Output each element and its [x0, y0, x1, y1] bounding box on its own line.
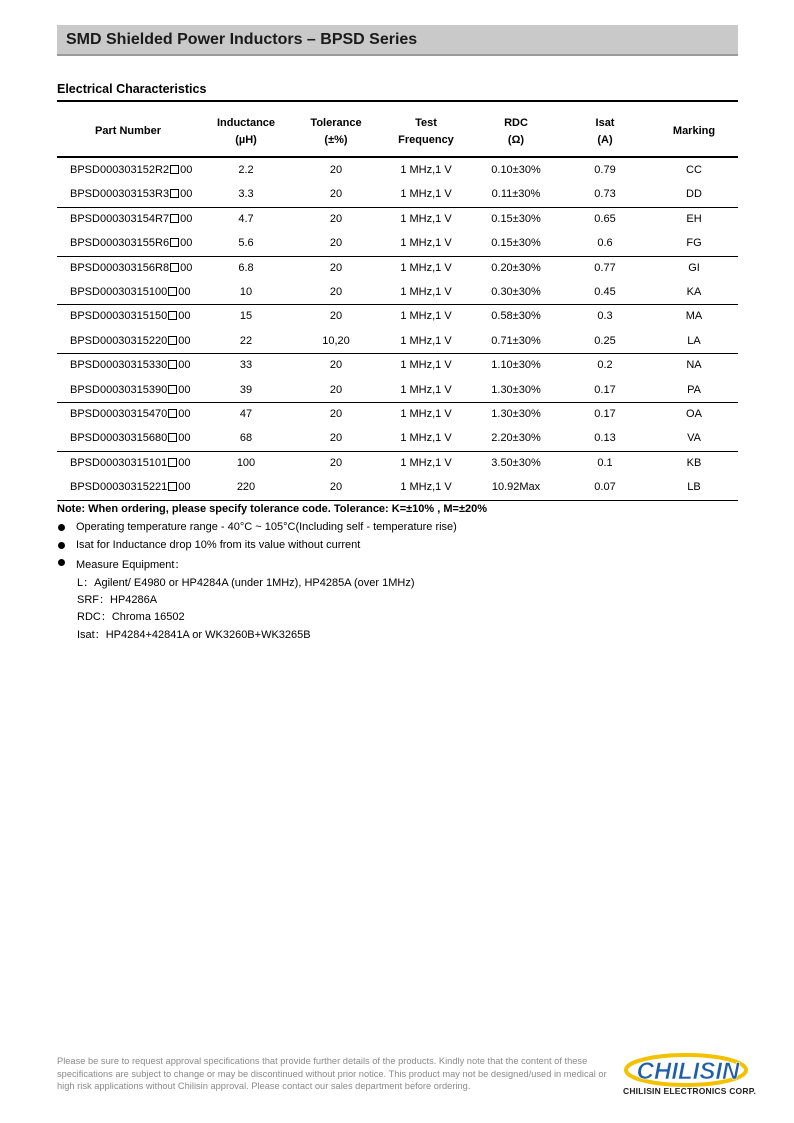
column-header-line: Part Number [94, 125, 162, 137]
tolerance-code-box-icon [168, 287, 177, 296]
cell-rdc: 0.15±30% [491, 212, 541, 225]
cell-inductance: 39 [239, 383, 253, 396]
part-number-suffix: 00 [178, 408, 191, 420]
part-number-suffix: 00 [180, 188, 193, 201]
cell-isat: 0.13 [594, 432, 616, 445]
logo-wordmark: CHILISIN [636, 1058, 740, 1085]
cell-frequency: 1 MHz,1 V [400, 237, 452, 250]
header-rule [57, 156, 738, 158]
equipment-line: SRF：HP4286A [77, 594, 158, 606]
section-title: Electrical Characteristics [57, 82, 207, 96]
tolerance-code-box-icon [168, 409, 177, 418]
cell-frequency: 1 MHz,1 V [400, 383, 452, 396]
tolerance-code-box-icon [170, 263, 179, 272]
part-number-prefix: BPSD00030315470 [70, 408, 168, 420]
tolerance-code-box-icon [168, 311, 177, 320]
cell-marking: LA [687, 334, 701, 347]
cell-marking: LB [687, 481, 701, 494]
cell-isat: 0.6 [597, 237, 613, 250]
tolerance-code-box-icon [168, 360, 177, 369]
part-number [70, 237, 192, 249]
part-number-prefix: BPSD000303156R8 [70, 261, 170, 274]
part-number-prefix: BPSD00030315220 [70, 334, 168, 347]
cell-rdc: 1.30±30% [491, 383, 541, 396]
cell-rdc: 1.10±30% [491, 359, 541, 372]
part-number [70, 213, 192, 225]
tolerance-code-box-icon [168, 458, 177, 467]
cell-tolerance: 10,20 [322, 334, 350, 347]
cell-rdc: 0.11±30% [491, 188, 541, 201]
cell-inductance: 220 [236, 481, 256, 494]
column-header [206, 115, 286, 149]
cell-marking: NA [686, 359, 702, 372]
cell-inductance: 15 [239, 310, 253, 323]
cell-marking: EH [686, 212, 702, 225]
cell-rdc: 0.58±30% [491, 310, 541, 323]
cell-rdc: 1.30±30% [491, 408, 541, 420]
cell-rdc: 3.50±30% [491, 456, 541, 469]
cell-marking: PA [687, 383, 701, 396]
row-group-rule [57, 353, 738, 354]
cell-isat: 0.45 [594, 286, 616, 298]
part-number-prefix: BPSD00030315101 [70, 456, 168, 469]
cell-tolerance: 20 [329, 237, 343, 250]
equipment-line: RDC：Chroma 16502 [77, 611, 185, 623]
column-header [68, 123, 188, 140]
cell-rdc: 0.10±30% [491, 164, 541, 176]
part-number-suffix: 00 [178, 334, 191, 347]
cell-rdc: 10.92Max [491, 481, 541, 494]
tolerance-code-box-icon [168, 336, 177, 345]
part-number-suffix: 00 [180, 261, 193, 274]
column-header-line: (A) [597, 134, 613, 146]
part-number [70, 310, 191, 322]
part-number [70, 408, 191, 420]
part-number [70, 286, 191, 298]
cell-frequency: 1 MHz,1 V [400, 481, 452, 494]
part-number-suffix: 00 [180, 164, 193, 176]
cell-isat: 0.07 [594, 481, 616, 494]
cell-rdc: 0.71±30% [491, 334, 541, 347]
cell-marking: DD [686, 188, 702, 201]
part-number [70, 188, 192, 200]
part-number-prefix: BPSD000303153R3 [70, 188, 170, 201]
cell-frequency: 1 MHz,1 V [400, 310, 452, 323]
cell-isat: 0.2 [597, 359, 613, 372]
cell-marking: KB [686, 456, 702, 469]
part-number-suffix: 00 [178, 383, 191, 396]
cell-inductance: 2.2 [238, 164, 254, 176]
footer-disclaimer: Please be sure to request approval specifications that provide further details of the products. Kindly note that the content of these specifications are subject to change or may be discontinued without prior notice. This product may not be designed/used in medical or high risk applications without Chilisin approval. Please contact our sales department before ordering. [57, 1056, 607, 1091]
tolerance-code-box-icon [170, 238, 179, 247]
column-header [654, 123, 734, 140]
part-number-prefix: BPSD00030315330 [70, 359, 168, 372]
row-group-rule [57, 304, 738, 305]
part-number [70, 481, 191, 493]
column-header-line: Inductance [216, 117, 276, 129]
cell-marking: OA [686, 408, 702, 420]
row-group-rule [57, 402, 738, 403]
bullet-text: Operating temperature range - 40°C ~ 105°C(Including self - temperature rise) [76, 521, 457, 533]
cell-isat: 0.17 [594, 383, 616, 396]
part-number [70, 262, 192, 274]
row-group-rule [57, 451, 738, 452]
cell-frequency: 1 MHz,1 V [400, 456, 452, 469]
column-header [471, 115, 561, 149]
bullet-icon [58, 542, 65, 549]
cell-inductance: 47 [239, 408, 253, 420]
column-header-line: (Ω) [507, 134, 525, 146]
section-rule [57, 100, 738, 102]
cell-tolerance: 20 [329, 212, 343, 225]
cell-frequency: 1 MHz,1 V [400, 188, 452, 201]
column-header-line: Isat [595, 117, 615, 129]
cell-inductance: 6.8 [238, 261, 254, 274]
part-number-prefix: BPSD000303152R2 [70, 164, 170, 176]
part-number-suffix: 00 [178, 310, 191, 323]
tolerance-code-box-icon [170, 165, 179, 174]
cell-tolerance: 20 [329, 408, 343, 420]
cell-isat: 0.73 [594, 188, 616, 201]
cell-rdc: 0.15±30% [491, 237, 541, 250]
cell-frequency: 1 MHz,1 V [400, 164, 452, 176]
cell-inductance: 3.3 [238, 188, 254, 201]
cell-inductance: 68 [239, 432, 253, 445]
cell-isat: 0.65 [594, 212, 616, 225]
cell-tolerance: 20 [329, 310, 343, 323]
cell-marking: CC [686, 164, 702, 176]
cell-tolerance: 20 [329, 383, 343, 396]
cell-isat: 0.25 [594, 334, 616, 347]
ordering-note: Note: When ordering, please specify tolerance code. Tolerance: K=±10% , M=±20% [57, 503, 487, 515]
part-number-prefix: BPSD000303155R6 [70, 237, 170, 250]
part-number-prefix: BPSD00030315150 [70, 310, 168, 323]
column-header-line: (±%) [324, 134, 348, 146]
cell-frequency: 1 MHz,1 V [400, 286, 452, 298]
part-number [70, 335, 191, 347]
column-header-line: Test [415, 117, 437, 129]
tolerance-code-box-icon [170, 214, 179, 223]
cell-tolerance: 20 [329, 286, 343, 298]
bullet-icon [58, 524, 65, 531]
part-number [70, 164, 192, 176]
cell-inductance: 4.7 [238, 212, 254, 225]
part-number-suffix: 00 [178, 481, 191, 494]
cell-frequency: 1 MHz,1 V [400, 432, 452, 445]
row-group-rule [57, 207, 738, 208]
cell-tolerance: 20 [329, 359, 343, 372]
cell-marking: VA [687, 432, 701, 445]
cell-marking: KA [686, 286, 702, 298]
company-name: CHILISIN ELECTRONICS CORP. [623, 1086, 757, 1096]
cell-rdc: 2.20±30% [491, 432, 541, 445]
title-bar [57, 25, 738, 56]
part-number-prefix: BPSD00030315100 [70, 286, 168, 298]
cell-tolerance: 20 [329, 481, 343, 494]
part-number-suffix: 00 [180, 212, 193, 225]
column-header-line: Marking [672, 125, 716, 137]
cell-tolerance: 20 [329, 261, 343, 274]
cell-marking: MA [685, 310, 703, 323]
part-number [70, 457, 191, 469]
column-header [296, 115, 376, 149]
part-number [70, 359, 191, 371]
equipment-line: L：Agilent/ E4980 or HP4284A (under 1MHz), HP4285A (over 1MHz) [77, 577, 415, 589]
cell-isat: 0.17 [594, 408, 616, 420]
part-number-suffix: 00 [180, 237, 193, 250]
row-group-rule [57, 500, 738, 501]
bullet-text: Measure Equipment： [76, 559, 186, 571]
part-number-prefix: BPSD00030315390 [70, 383, 168, 396]
cell-frequency: 1 MHz,1 V [400, 334, 452, 347]
part-number-suffix: 00 [178, 286, 191, 298]
column-header-line: RDC [504, 117, 528, 129]
tolerance-code-box-icon [168, 385, 177, 394]
cell-rdc: 0.20±30% [491, 261, 541, 274]
cell-frequency: 1 MHz,1 V [400, 212, 452, 225]
cell-isat: 0.77 [594, 261, 616, 274]
cell-tolerance: 20 [329, 456, 343, 469]
tolerance-code-box-icon [168, 482, 177, 491]
column-header [381, 115, 471, 149]
tolerance-code-box-icon [168, 433, 177, 442]
equipment-line: Isat：HP4284+42841A or WK3260B+WK3265B [77, 629, 311, 641]
cell-rdc: 0.30±30% [491, 286, 541, 298]
cell-marking: GI [688, 261, 700, 274]
page-title: SMD Shielded Power Inductors – BPSD Series [66, 31, 418, 48]
column-header [570, 115, 640, 149]
cell-isat: 0.3 [597, 310, 613, 323]
cell-tolerance: 20 [329, 164, 343, 176]
cell-frequency: 1 MHz,1 V [400, 261, 452, 274]
part-number-suffix: 00 [178, 432, 191, 445]
part-number [70, 432, 191, 444]
cell-isat: 0.1 [597, 456, 613, 469]
cell-inductance: 33 [239, 359, 253, 372]
part-number-suffix: 00 [178, 456, 191, 469]
column-header-line: Frequency [398, 134, 454, 146]
part-number-prefix: BPSD00030315221 [70, 481, 168, 494]
cell-tolerance: 20 [329, 188, 343, 201]
part-number [70, 384, 191, 396]
column-header-line: Tolerance [310, 117, 362, 129]
tolerance-code-box-icon [170, 189, 179, 198]
cell-inductance: 100 [236, 456, 256, 469]
bullet-text: Isat for Inductance drop 10% from its value without current [76, 539, 361, 551]
cell-inductance: 10 [239, 286, 253, 298]
cell-inductance: 22 [239, 334, 253, 347]
cell-tolerance: 20 [329, 432, 343, 445]
part-number-prefix: BPSD00030315680 [70, 432, 168, 445]
row-group-rule [57, 256, 738, 257]
cell-isat: 0.79 [594, 164, 616, 176]
bullet-icon [58, 559, 65, 566]
cell-marking: FG [686, 237, 702, 250]
cell-frequency: 1 MHz,1 V [400, 359, 452, 372]
part-number-suffix: 00 [178, 359, 191, 372]
part-number-prefix: BPSD000303154R7 [70, 212, 170, 225]
cell-inductance: 5.6 [238, 237, 254, 250]
column-header-line: (µH) [235, 134, 257, 146]
cell-frequency: 1 MHz,1 V [400, 408, 452, 420]
